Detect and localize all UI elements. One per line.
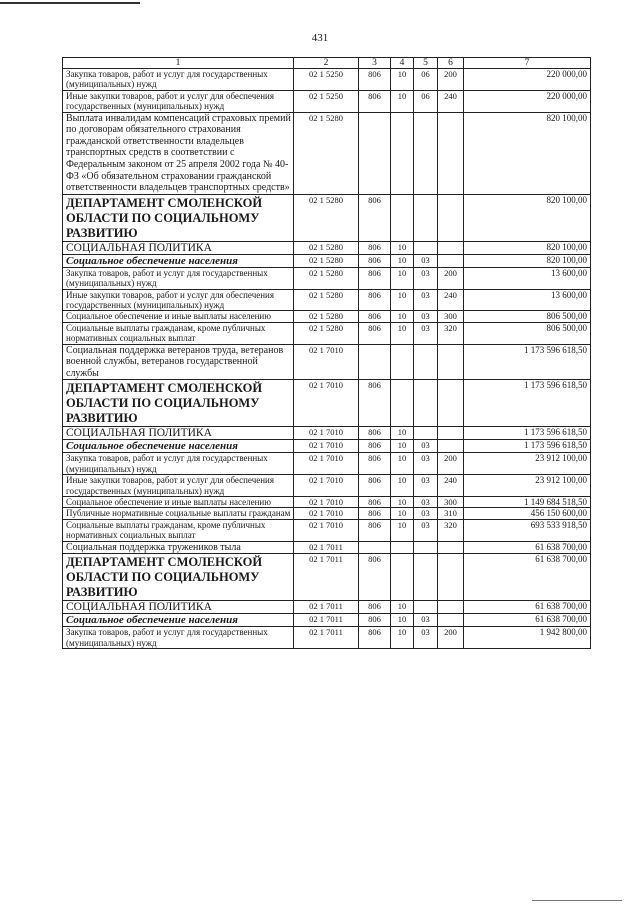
row-sum-cell: 820 100,00 [464,112,591,194]
row-pr-cell [414,380,438,427]
row-sum-cell: 220 000,00 [464,69,591,91]
row-gr-cell: 806 [359,69,391,91]
header-cell: 5 [414,58,438,69]
table-row [63,241,591,254]
row-vr-cell: 200 [438,69,464,91]
row-vr-cell: 310 [438,508,464,519]
row-sum-cell: 693 533 918,50 [464,519,591,541]
table-row [63,440,591,453]
row-code-cell: 02 1 7010 [294,475,359,497]
row-gr-cell: 806 [359,440,391,453]
row-name-cell: СОЦИАЛЬНАЯ ПОЛИТИКА [63,601,294,614]
row-name-cell: Публичные нормативные социальные выплаты гражданам [63,508,294,519]
row-name-cell: Социальная поддержка ветеранов труда, ветеранов военной службы, ветеранов государственной службы [63,344,294,380]
row-name-cell: Социальные выплаты гражданам, кроме публичных нормативных социальных выплат [63,519,294,541]
table-row [63,601,591,614]
row-sum-cell: 61 638 700,00 [464,614,591,627]
row-pr-cell: 06 [414,90,438,112]
row-vr-cell [438,541,464,554]
row-rz-cell: 10 [391,322,414,344]
row-code-cell: 02 1 5280 [294,322,359,344]
row-vr-cell [438,241,464,254]
table-row [63,554,591,601]
table-row [63,69,591,91]
table-row [63,453,591,475]
row-vr-cell: 200 [438,267,464,289]
row-vr-cell: 240 [438,475,464,497]
row-gr-cell: 806 [359,601,391,614]
row-pr-cell [414,541,438,554]
row-code-cell: 02 1 5280 [294,112,359,194]
row-gr-cell [359,112,391,194]
row-pr-cell [414,112,438,194]
row-rz-cell [391,344,414,380]
row-rz-cell [391,112,414,194]
row-sum-cell: 23 912 100,00 [464,475,591,497]
header-cell: 7 [464,58,591,69]
row-gr-cell: 806 [359,475,391,497]
row-gr-cell: 806 [359,497,391,508]
row-gr-cell: 806 [359,267,391,289]
top-rule [0,2,140,4]
row-sum-cell: 456 150 600,00 [464,508,591,519]
row-sum-cell: 13 600,00 [464,289,591,311]
row-code-cell: 02 1 7011 [294,627,359,649]
table-row [63,267,591,289]
row-name-cell: Закупка товаров, работ и услуг для государственных (муниципальных) нужд [63,453,294,475]
row-pr-cell: 03 [414,614,438,627]
row-pr-cell [414,554,438,601]
row-gr-cell: 806 [359,311,391,322]
row-pr-cell: 03 [414,289,438,311]
row-pr-cell: 03 [414,497,438,508]
table-row [63,627,591,649]
row-name-cell: ДЕПАРТАМЕНТ СМОЛЕНСКОЙ ОБЛАСТИ ПО СОЦИАЛЬНОМУ РАЗВИТИЮ [63,380,294,427]
table-row [63,344,591,380]
row-sum-cell: 806 500,00 [464,311,591,322]
row-gr-cell [359,541,391,554]
row-name-cell: Закупка товаров, работ и услуг для государственных (муниципальных) нужд [63,69,294,91]
row-gr-cell: 806 [359,194,391,241]
row-pr-cell [414,194,438,241]
table-row [63,254,591,267]
row-vr-cell: 320 [438,519,464,541]
row-gr-cell: 806 [359,289,391,311]
row-rz-cell: 10 [391,254,414,267]
row-sum-cell: 61 638 700,00 [464,541,591,554]
row-pr-cell [414,241,438,254]
row-sum-cell: 1 173 596 618,50 [464,380,591,427]
row-rz-cell: 10 [391,427,414,440]
row-rz-cell: 10 [391,440,414,453]
row-sum-cell: 820 100,00 [464,241,591,254]
row-vr-cell: 300 [438,311,464,322]
row-code-cell: 02 1 7010 [294,440,359,453]
row-code-cell: 02 1 7010 [294,380,359,427]
row-name-cell: Социальное обеспечение населения [63,254,294,267]
row-gr-cell: 806 [359,254,391,267]
row-code-cell: 02 1 5280 [294,267,359,289]
row-code-cell: 02 1 7010 [294,427,359,440]
row-code-cell: 02 1 7010 [294,497,359,508]
row-code-cell: 02 1 7010 [294,453,359,475]
row-code-cell: 02 1 5280 [294,254,359,267]
row-gr-cell: 806 [359,427,391,440]
header-cell: 1 [63,58,294,69]
row-name-cell: Иные закупки товаров, работ и услуг для обеспечения государственных (муниципальных) нужд [63,289,294,311]
header-cell: 2 [294,58,359,69]
row-pr-cell [414,344,438,380]
row-sum-cell: 13 600,00 [464,267,591,289]
table-row [63,322,591,344]
row-rz-cell: 10 [391,289,414,311]
table-row [63,519,591,541]
row-vr-cell: 200 [438,453,464,475]
row-rz-cell: 10 [391,267,414,289]
row-vr-cell [438,112,464,194]
row-gr-cell: 806 [359,614,391,627]
row-rz-cell [391,541,414,554]
row-name-cell: Социальное обеспечение населения [63,614,294,627]
row-rz-cell: 10 [391,627,414,649]
row-rz-cell: 10 [391,69,414,91]
row-gr-cell: 806 [359,627,391,649]
row-pr-cell: 03 [414,322,438,344]
row-code-cell: 02 1 7010 [294,519,359,541]
row-rz-cell: 10 [391,508,414,519]
table-row [63,541,591,554]
table-row [63,614,591,627]
budget-table [62,57,591,649]
row-pr-cell: 03 [414,519,438,541]
table-row [63,112,591,194]
row-sum-cell: 1 942 800,00 [464,627,591,649]
row-sum-cell: 1 173 596 618,50 [464,427,591,440]
row-vr-cell [438,614,464,627]
row-name-cell: Выплата инвалидам компенсаций страховых премий по договорам обязательного страхования гражданской ответственности владельцев транспортных средств в соответствии с Федеральным законом от 25 апреля 2002 года № 40-ФЗ «Об обязательном страховании гражданской ответственности владельцев транспортных средств» [63,112,294,194]
row-pr-cell [414,427,438,440]
row-pr-cell: 03 [414,254,438,267]
row-gr-cell: 806 [359,554,391,601]
row-code-cell: 02 1 7011 [294,541,359,554]
row-sum-cell: 806 500,00 [464,322,591,344]
table-row [63,508,591,519]
row-rz-cell: 10 [391,90,414,112]
row-rz-cell [391,380,414,427]
table-row [63,311,591,322]
table-row [63,380,591,427]
row-gr-cell: 806 [359,508,391,519]
row-vr-cell: 240 [438,289,464,311]
table-row [63,475,591,497]
row-code-cell: 02 1 7011 [294,601,359,614]
row-vr-cell: 320 [438,322,464,344]
table-row [63,497,591,508]
header-cell: 4 [391,58,414,69]
row-gr-cell: 806 [359,519,391,541]
row-code-cell: 02 1 5280 [294,289,359,311]
row-gr-cell: 806 [359,241,391,254]
row-sum-cell: 1 149 684 518,50 [464,497,591,508]
header-row [63,58,591,69]
header-cell: 3 [359,58,391,69]
row-gr-cell [359,344,391,380]
table-row [63,194,591,241]
row-sum-cell: 220 000,00 [464,90,591,112]
row-name-cell: Социальные выплаты гражданам, кроме публичных нормативных социальных выплат [63,322,294,344]
row-rz-cell: 10 [391,601,414,614]
page-number: 431 [311,32,329,44]
row-code-cell: 02 1 7011 [294,614,359,627]
row-name-cell: ДЕПАРТАМЕНТ СМОЛЕНСКОЙ ОБЛАСТИ ПО СОЦИАЛЬНОМУ РАЗВИТИЮ [63,554,294,601]
row-vr-cell [438,344,464,380]
row-sum-cell: 23 912 100,00 [464,453,591,475]
row-vr-cell [438,380,464,427]
row-pr-cell: 06 [414,69,438,91]
row-sum-cell: 1 173 596 618,50 [464,440,591,453]
row-vr-cell: 240 [438,90,464,112]
footer-mark [532,900,622,901]
row-code-cell: 02 1 5280 [294,194,359,241]
row-rz-cell: 10 [391,475,414,497]
row-pr-cell: 03 [414,627,438,649]
row-vr-cell [438,427,464,440]
row-pr-cell: 03 [414,508,438,519]
header-cell: 6 [438,58,464,69]
row-rz-cell: 10 [391,241,414,254]
row-rz-cell: 10 [391,311,414,322]
row-pr-cell: 03 [414,475,438,497]
row-rz-cell: 10 [391,453,414,475]
row-name-cell: Закупка товаров, работ и услуг для государственных (муниципальных) нужд [63,267,294,289]
row-pr-cell: 03 [414,453,438,475]
row-vr-cell [438,601,464,614]
row-sum-cell: 820 100,00 [464,194,591,241]
row-name-cell: Социальная поддержка тружеников тыла [63,541,294,554]
row-gr-cell: 806 [359,380,391,427]
row-pr-cell: 03 [414,311,438,322]
table-row [63,427,591,440]
table-row [63,289,591,311]
row-vr-cell: 300 [438,497,464,508]
row-code-cell: 02 1 5280 [294,241,359,254]
row-vr-cell [438,194,464,241]
row-name-cell: Социальное обеспечение и иные выплаты населению [63,497,294,508]
row-rz-cell [391,554,414,601]
row-name-cell: Закупка товаров, работ и услуг для государственных (муниципальных) нужд [63,627,294,649]
row-pr-cell: 03 [414,440,438,453]
row-name-cell: СОЦИАЛЬНАЯ ПОЛИТИКА [63,427,294,440]
row-sum-cell: 61 638 700,00 [464,601,591,614]
row-rz-cell: 10 [391,497,414,508]
row-pr-cell: 03 [414,267,438,289]
row-vr-cell [438,440,464,453]
table-row [63,90,591,112]
row-pr-cell [414,601,438,614]
row-sum-cell: 1 173 596 618,50 [464,344,591,380]
row-name-cell: СОЦИАЛЬНАЯ ПОЛИТИКА [63,241,294,254]
row-gr-cell: 806 [359,453,391,475]
row-code-cell: 02 1 7011 [294,554,359,601]
row-vr-cell [438,254,464,267]
row-rz-cell [391,194,414,241]
row-code-cell: 02 1 5280 [294,311,359,322]
row-name-cell: Социальное обеспечение населения [63,440,294,453]
row-code-cell: 02 1 5250 [294,69,359,91]
row-name-cell: ДЕПАРТАМЕНТ СМОЛЕНСКОЙ ОБЛАСТИ ПО СОЦИАЛЬНОМУ РАЗВИТИЮ [63,194,294,241]
row-gr-cell: 806 [359,322,391,344]
row-code-cell: 02 1 7010 [294,508,359,519]
row-gr-cell: 806 [359,90,391,112]
row-vr-cell [438,554,464,601]
row-name-cell: Иные закупки товаров, работ и услуг для обеспечения государственных (муниципальных) нужд [63,475,294,497]
row-rz-cell: 10 [391,614,414,627]
row-code-cell: 02 1 5250 [294,90,359,112]
row-code-cell: 02 1 7010 [294,344,359,380]
row-vr-cell: 200 [438,627,464,649]
row-name-cell: Иные закупки товаров, работ и услуг для обеспечения государственных (муниципальных) нужд [63,90,294,112]
row-sum-cell: 820 100,00 [464,254,591,267]
row-name-cell: Социальное обеспечение и иные выплаты населению [63,311,294,322]
row-rz-cell: 10 [391,519,414,541]
row-sum-cell: 61 638 700,00 [464,554,591,601]
